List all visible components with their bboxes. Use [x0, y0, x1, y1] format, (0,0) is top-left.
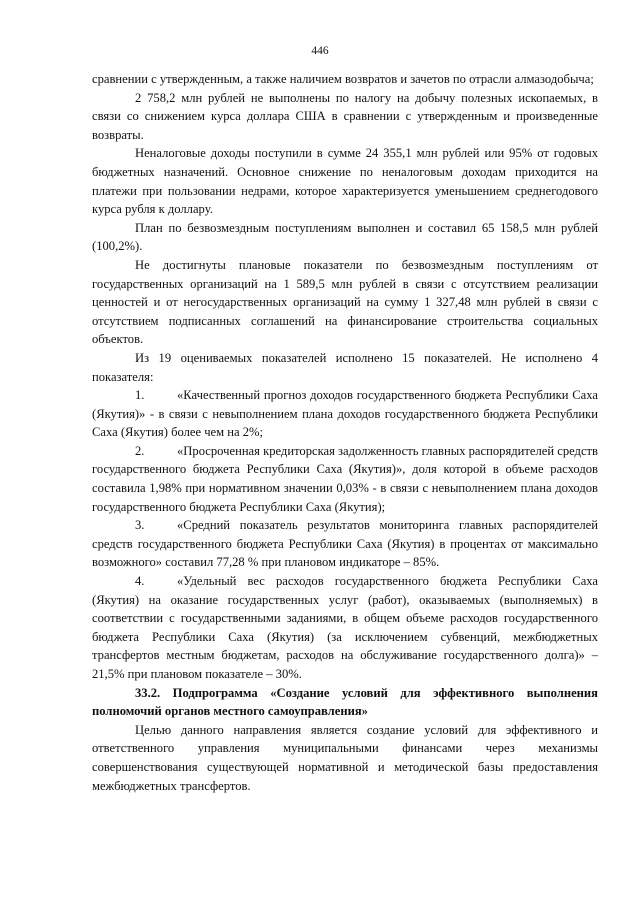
paragraph: Неналоговые доходы поступили в сумме 24 355,1 млн рублей или 95% от годовых бюджетных назначений. Основное снижение по неналоговым доходам приходится на платежи при пользовании недрами, которое характеризуется уменьшением среднегодового курса рубля к доллару.: [92, 146, 598, 217]
list-item: [92, 386, 598, 442]
list-item: [92, 572, 598, 684]
paragraph: Из 19 оцениваемых показателей исполнено 15 показателей. Не исполнено 4 показателя:: [92, 350, 598, 384]
list-item-number: 2.: [135, 443, 145, 458]
list-item-text: «Качественный прогноз доходов государственного бюджета Республики Саха (Якутия)» - в связи с невыполнением плана доходов государственного бюджета Республики Саха (Якутия) более чем на 2%;: [92, 388, 598, 440]
page-number: 446: [311, 45, 329, 57]
list-item-number: 4.: [135, 574, 145, 589]
closing-paragraph: Целью данного направления является создание условий для эффективного и ответственного управления муниципальными финансами через механизмы совершенствования существующей нормативной и методической базы предоставления межбюджетных трансфертов.: [92, 722, 598, 793]
list-item-text: «Средний показатель результатов мониторинга главных распорядителей средств государственного бюджета Республики Саха (Якутия) в процентах от максимально возможного» составил 77,28 % при плановом индикаторе – 85%.: [92, 518, 598, 570]
list-item-number: 1.: [135, 388, 145, 403]
list-item-text: «Удельный вес расходов государственного бюджета Республики Саха (Якутия) на оказание государственных услуг (работ), оказываемых (выполняемых) в соответствии с государственными заданиями, в общем объеме расходов государственного бюджета Республики Саха (Якутия) (за исключением субвенций, межбюджетных трансфертов местным бюджетам, расходов на обслуживание государственного долга)» – 21,5% при плановом показателе – 30%.: [92, 574, 598, 681]
list-item: [92, 516, 598, 572]
list-item-number: 3.: [135, 518, 145, 533]
paragraph: сравнении с утвержденным, а также наличием возвратов и зачетов по отрасли алмазодобыча;: [92, 72, 594, 86]
paragraph: План по безвозмездным поступлениям выполнен и составил 65 158,5 млн рублей (100,2%).: [92, 220, 598, 254]
document-body: [92, 70, 598, 795]
list-item: [92, 442, 598, 516]
paragraph: 2 758,2 млн рублей не выполнены по налогу на добычу полезных ископаемых, в связи со снижением курса доллара США в сравнении с утвержденным и произведенные возвраты.: [92, 90, 598, 142]
list-item-text: «Просроченная кредиторская задолженность главных распорядителей средств государственного бюджета Республики Саха (Якутия)», доля которой в объеме расходов составила 1,98% при нормативном значении 0,03% - в связи с невыполнением плана доходов государственного бюджета Республики Саха (Якутия);: [92, 443, 598, 514]
paragraph: Не достигнуты плановые показатели по безвозмездным поступлениям от государственных организаций на 1 589,5 млн рублей в связи с отсутствием реализации ценностей и от негосударственных организаций на сумму 1 327,48 млн рублей в связи с отсутствием подписанных соглашений на финансирование строительства социальных объектов.: [92, 257, 598, 347]
section-heading: 33.2. Подпрограмма «Создание условий для эффективного выполнения полномочий органов местного самоуправления»: [92, 685, 598, 719]
